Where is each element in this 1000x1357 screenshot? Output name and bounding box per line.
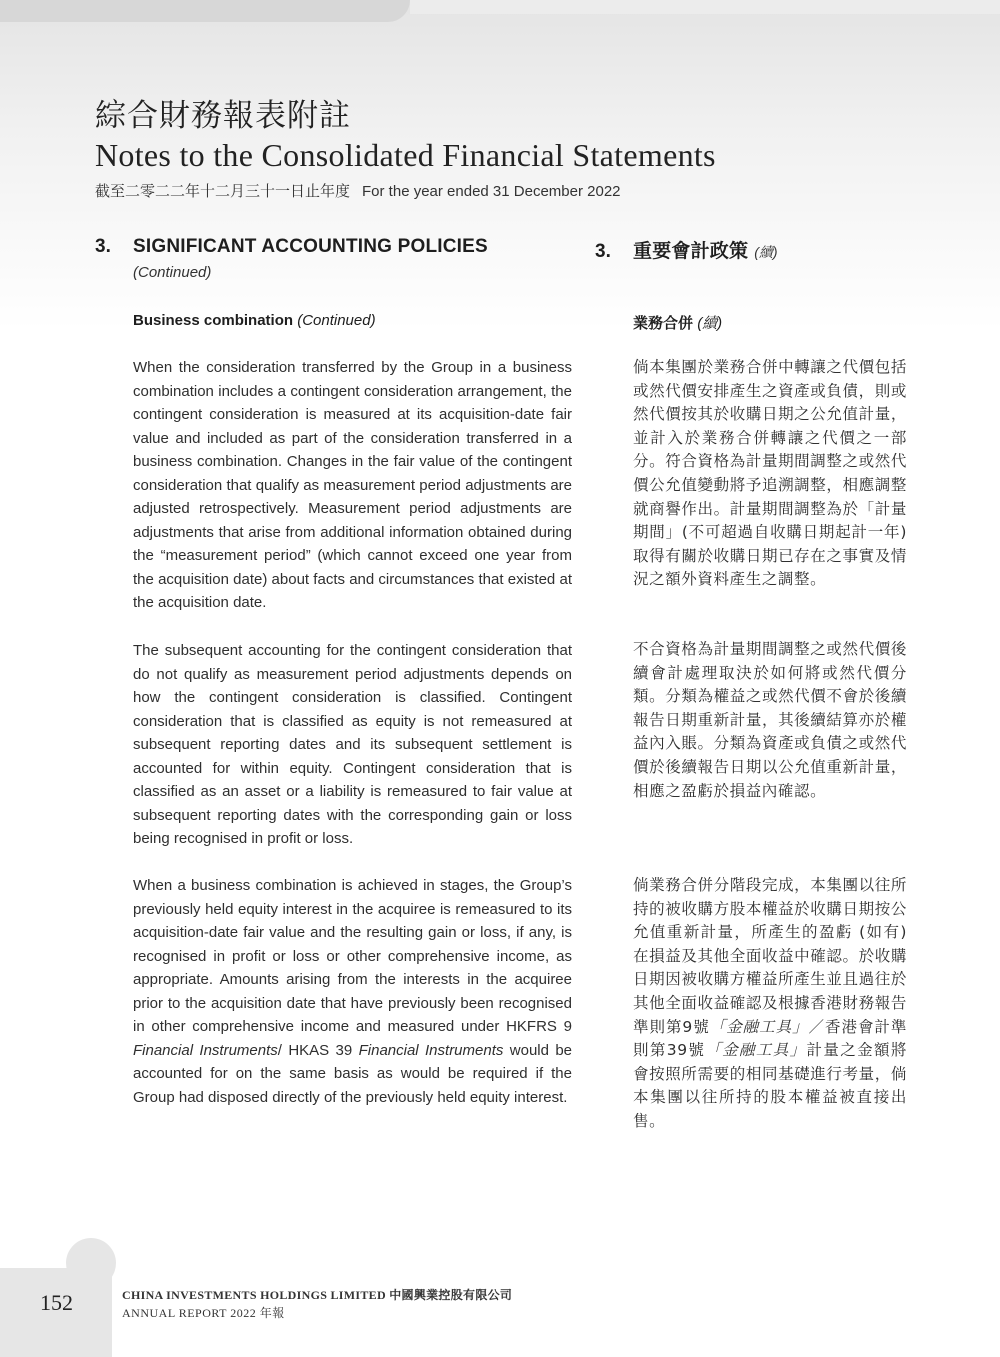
section-title-chinese: 重要會計政策	[633, 241, 749, 262]
paragraph-english-3-italic-2: Financial Instruments	[358, 1041, 504, 1059]
section-heading-english	[95, 236, 572, 281]
paragraph-chinese-3	[633, 874, 907, 1134]
subsection-title-english: Business combination	[133, 312, 294, 329]
page-number: 152	[40, 1290, 73, 1315]
subsection-heading-chinese	[633, 312, 722, 333]
paragraph-english-3-italic-1: Financial Instruments	[133, 1041, 278, 1059]
paragraph-english-3-text: When a business combination is achieved in stages, the Group’s previously held equity interest in the acquiree is remeasured to its acquisition-date fair value and the resulting gain or loss, if any, is recognised in profit or loss or other comprehensive income, as appropriate. Amounts arising from the interests in the acquiree prior to the acquisition date that have previously been recognised in other comprehensive income and measured under HKFRS 9	[133, 877, 572, 1035]
subsection-heading-english	[133, 312, 376, 329]
section-number-zh: 3.	[595, 241, 611, 262]
section-heading-chinese	[595, 236, 907, 263]
header-band-decoration-right	[410, 0, 1000, 14]
paragraph-english-3-text-2: / HKAS 39	[277, 1041, 359, 1059]
page-title-english: Notes to the Consolidated Financial Statements	[95, 137, 716, 173]
period-chinese: 截至二零二二年十二月三十一日止年度	[95, 183, 351, 200]
section-number: 3.	[95, 236, 111, 257]
paragraph-chinese-3-text-3: 計量之金額將會按照所需要的相同基礎進行考量，倘本集團以往所持的股本權益被直接出售。	[633, 1041, 907, 1130]
period-english: For the year ended 31 December 2022	[362, 183, 621, 200]
paragraph-chinese-3-italic-2: 「金融工具」	[705, 1041, 807, 1060]
paragraph-chinese-3-italic-1: 「金融工具」	[709, 1017, 809, 1036]
page-header	[95, 96, 716, 201]
section-title-english: SIGNIFICANT ACCOUNTING POLICIES	[133, 236, 488, 257]
paragraph-english-1: When the consideration transferred by the Group in a business combination includes a contingent consideration arrangement, the contingent consideration is measured at its acquisition-date fair value and included as part of the consideration transferred in a business combination. Changes in the fair value of the contingent consideration that qualify as measurement period adjustments are adjusted retrospectively. Measurement period adjustments are adjustments that arise from additional information obtained during the “measurement period” (which cannot exceed one year from the acquisition date) about facts and circumstances that existed at the acquisition date.	[133, 359, 572, 611]
footer-report-name: ANNUAL REPORT 2022 年報	[122, 1306, 285, 1320]
subsection-continued-chinese: (續)	[697, 315, 723, 332]
paragraph-english-2: The subsequent accounting for the contingent consideration that do not qualify as measurement period adjustments depends on how the contingent consideration is classified. Contingent consideration that is classified as equity is not remeasured at subsequent reporting dates and its subsequent settlement is accounted for within equity. Contingent consideration that is classified as an asset or a liability is remeasured to fair value at subsequent reporting dates with the corresponding gain or loss being recognised in profit or loss.	[133, 642, 572, 847]
footer-text	[122, 1286, 512, 1321]
header-band-decoration	[0, 0, 410, 22]
subsection-continued-english: (Continued)	[297, 312, 376, 329]
paragraph-chinese-2: 不合資格為計量期間調整之或然代價後續會計處理取決於如何將或然代價分類。分類為權益之或然代價不會於後續報告日期重新計量，其後續結算亦於權益內入賬。分類為資產或負債之或然代價於後續報告日期以公允值重新計量，相應之盈虧於損益內確認。	[633, 640, 907, 800]
page-title-chinese: 綜合財務報表附註	[95, 98, 351, 134]
paragraph-english-3	[133, 874, 572, 1109]
paragraph-chinese-1: 倘本集團於業務合併中轉讓之代價包括或然代價安排產生之資產或負債，則或然代價按其於收購日期之公允值計量，並計入於業務合併轉讓之代價之一部分。符合資格為計量期間調整之或然代價公允值變動將予追溯調整，相應調整就商譽作出。計量期間調整為於「計量期間」(不可超過自收購日期起計一年) 取得有關於收購日期已存在之事實及情況之額外資料產生之調整。	[633, 358, 907, 589]
section-continued-english: (Continued)	[133, 264, 212, 281]
section-continued-chinese: (續)	[754, 244, 778, 260]
subsection-title-chinese: 業務合併	[633, 315, 694, 332]
footer-company-name: CHINA INVESTMENTS HOLDINGS LIMITED 中國興業控股有限公司	[122, 1288, 513, 1302]
page-subtitle	[95, 180, 716, 201]
paragraph-chinese-3-text: 倘業務合併分階段完成，本集團以往所持的被收購方股本權益於收購日期按公允值重新計量，所產生的盈虧 (如有) 在損益及其他全面收益中確認。於收購日期因被收購方權益所產生並且過往於其他全面收益確認及根據香港財務報告準則第9號	[633, 876, 907, 1036]
paragraph-chinese-3-text-2: ／香港會計準則第39號	[633, 1017, 907, 1060]
paragraph-english-3-text-3: would be accounted for on the same basis as would be required if the Group had disposed directly of the previously held equity interest.	[133, 1041, 573, 1106]
